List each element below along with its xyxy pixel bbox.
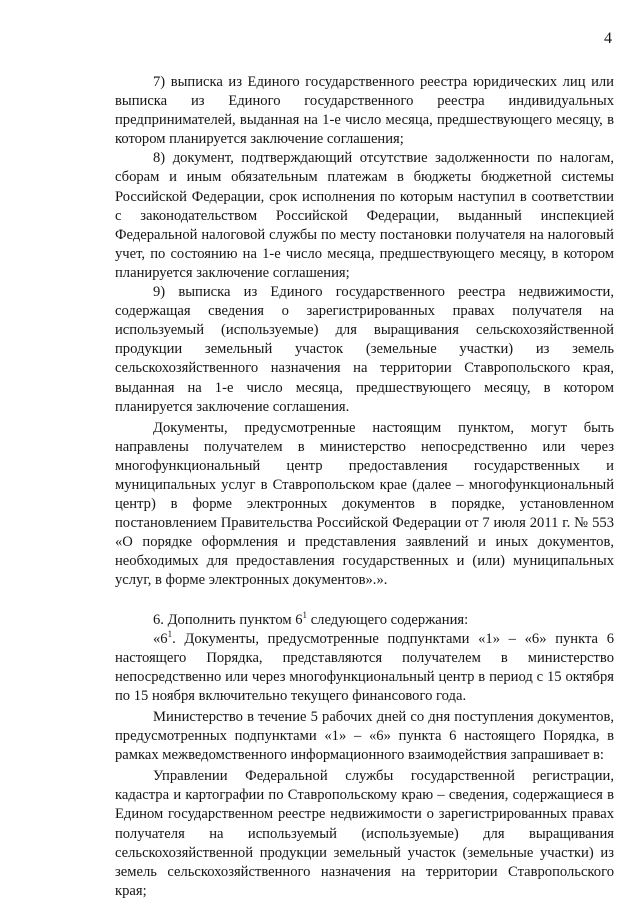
- paragraph-item-7: 7) выписка из Единого государственного реестра юридических лиц или выписка из Единого государственного реестра индивидуальных предпринимателей, выданная на 1-е число месяца, предшествующего месяцу, в котором планируется заключение соглашения;: [115, 74, 614, 148]
- amendment-6-intro: 6. Дополнить пунктом 6: [153, 611, 303, 628]
- amendment-6-tail: следующего содержания:: [307, 611, 469, 628]
- paragraph-item-9: 9) выписка из Единого государственного реестра недвижимости, содержащая сведения о зарегистрированных правах получателя на используемый (используемые) для выращивания сельскохозяйственной продукции земельный участок (земельные участки) из земель сельскохозяйственного назначения на территории Ставропольского края, выданная на 1-е число месяца, предшествующего месяцу, в котором планируется заключение соглашения.: [115, 284, 614, 415]
- point-6-1-body: . Документы, предусмотренные подпунктами «1» – «6» пункта 6 настоящего Порядка, представляются получателем в министерство непосредственно или через многофункциональный центр в период с 15 октября по 15 ноября включительно текущего финансового года.: [115, 630, 614, 704]
- page-number: 4: [604, 30, 612, 47]
- document-body: [115, 73, 614, 901]
- amendment-6-superscript: 1: [302, 609, 308, 620]
- point-6-1-open: «6: [153, 630, 168, 647]
- paragraph-documents-note: Документы, предусмотренные настоящим пунктом, могут быть направлены получателем в министерство непосредственно или через многофункциональный центр предоставления государственных и муниципальных услуг в Ставропольском крае (далее – многофункциональный центр) в форме электронных документов в порядке, установленном постановлением Правительства Российской Федерации от 7 июля 2011 г. № 553 «О порядке оформления и представления заявлений и иных документов, необходимых для предоставления государственных и (или) муниципальных услуг, в форме электронных документов».».: [115, 419, 614, 589]
- paragraph-ministry-request: Министерство в течение 5 рабочих дней со дня поступления документов, предусмотренных подпунктами «1» – «6» пункта 6 настоящего Порядка, в рамках межведомственного информационного взаимодействия запрашивает в:: [115, 709, 614, 764]
- paragraph-point-6-1: [115, 630, 614, 706]
- point-6-1-superscript: 1: [167, 628, 173, 639]
- paragraph-amendment-6: [115, 611, 614, 630]
- paragraph-item-8: 8) документ, подтверждающий отсутствие задолженности по налогам, сборам и иным обязательным платежам в бюджеты бюджетной системы Российской Федерации, срок исполнения по которым наступил в соответствии с законодательством Российской Федерации, выданный инспекцией Федеральной налоговой службы по месту постановки получателя на налоговый учет, по состоянию на 1-е число месяца, предшествующего месяцу, в котором планируется заключение соглашения;: [115, 150, 614, 281]
- paragraph-rosreestr: Управлении Федеральной службы государственной регистрации, кадастра и картографии по Ставропольскому краю – сведения, содержащиеся в Едином государственном реестре недвижимости о зарегистрированных правах получателя на используемый (используемые) для выращивания сельскохозяйственной продукции земельный участок (земельные участки) из земель сельскохозяйственного назначения на территории Ставропольского края;: [115, 768, 614, 899]
